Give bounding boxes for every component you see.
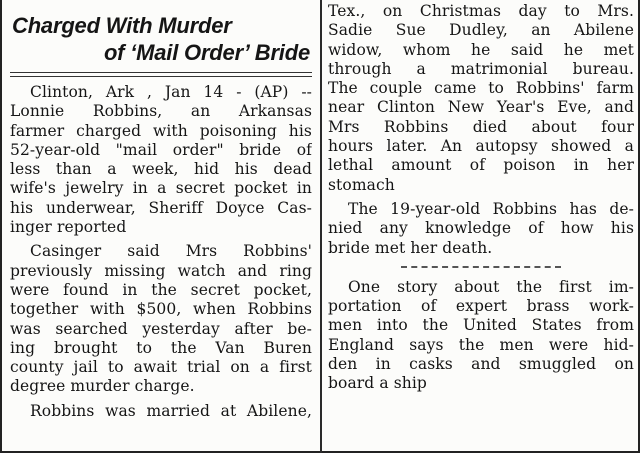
text-line: previously missing watch and ring (10, 261, 312, 280)
headline-rule (10, 72, 312, 77)
text-line: Mrs Robbins died about four (328, 117, 634, 136)
left-column (10, 12, 312, 421)
text-line: Tex., on Christmas day to Mrs. (328, 2, 634, 20)
text-line: portation of expert brass work- (328, 297, 634, 316)
text-line: The 19-year-old Robbins has de- (348, 199, 634, 218)
text-line: Sadie Sue Dudley, an Abilene (328, 21, 634, 40)
text-line: his underwear, Sheriff Doyce Cas- (10, 198, 312, 217)
text-line: inger reported (10, 218, 127, 237)
text-line: men into the United States from (328, 316, 634, 335)
headline (10, 12, 312, 66)
right-column (328, 2, 634, 394)
text-line: 52-year-old "mail order" bride of (10, 140, 312, 159)
text-line: Lonnie Robbins, an Arkansas (10, 102, 312, 121)
text-line: bride met her death. (328, 238, 493, 257)
text-line: near Clinton New Year's Eve, and (328, 98, 634, 117)
text-line: One story about the first im- (348, 277, 634, 296)
text-line: degree murder charge. (10, 377, 195, 396)
headline-line-1: Charged With Murder (12, 13, 232, 38)
article-body-left (10, 83, 312, 421)
story-separator (401, 266, 561, 268)
text-line: together with $500, when Robbins (10, 300, 312, 319)
text-line: lethal amount of poison in her (328, 156, 634, 175)
text-line: hours later. An autopsy showed a (328, 137, 634, 156)
article-body-right (328, 2, 634, 258)
text-line: farmer charged with poisoning his (10, 121, 312, 140)
text-line: England says the men were hid- (328, 335, 634, 354)
text-line: Clinton, Ark , Jan 14 - (AP) -- (30, 83, 312, 101)
text-line: through a matrimonial bureau. (328, 59, 634, 78)
headline-line-2: of ‘Mail Order’ Bride (103, 40, 310, 65)
text-line: widow, whom he said he met (328, 40, 634, 59)
text-line: were found in the secret pocket, (10, 280, 312, 299)
text-line: less than a week, hid his dead (10, 160, 312, 179)
column-rule (320, 0, 322, 453)
text-line: board a ship (328, 374, 427, 393)
text-line: nied any knowledge of how his (328, 219, 634, 238)
text-line: Casinger said Mrs Robbins' (30, 242, 312, 261)
text-line: ing brought to the Van Buren (10, 338, 312, 357)
text-line: wife's jewelry in a secret pocket in (10, 179, 312, 198)
text-line: stomach (328, 175, 395, 194)
text-line: den in casks and smuggled on (328, 355, 634, 374)
text-line: The couple came to Robbins' farm (328, 79, 634, 98)
filler-paragraph (328, 278, 634, 394)
text-line: Robbins was married at Abilene, (30, 401, 312, 420)
text-line: county jail to await trial on a first (10, 358, 312, 377)
text-line: was searched yesterday after be- (10, 319, 312, 338)
